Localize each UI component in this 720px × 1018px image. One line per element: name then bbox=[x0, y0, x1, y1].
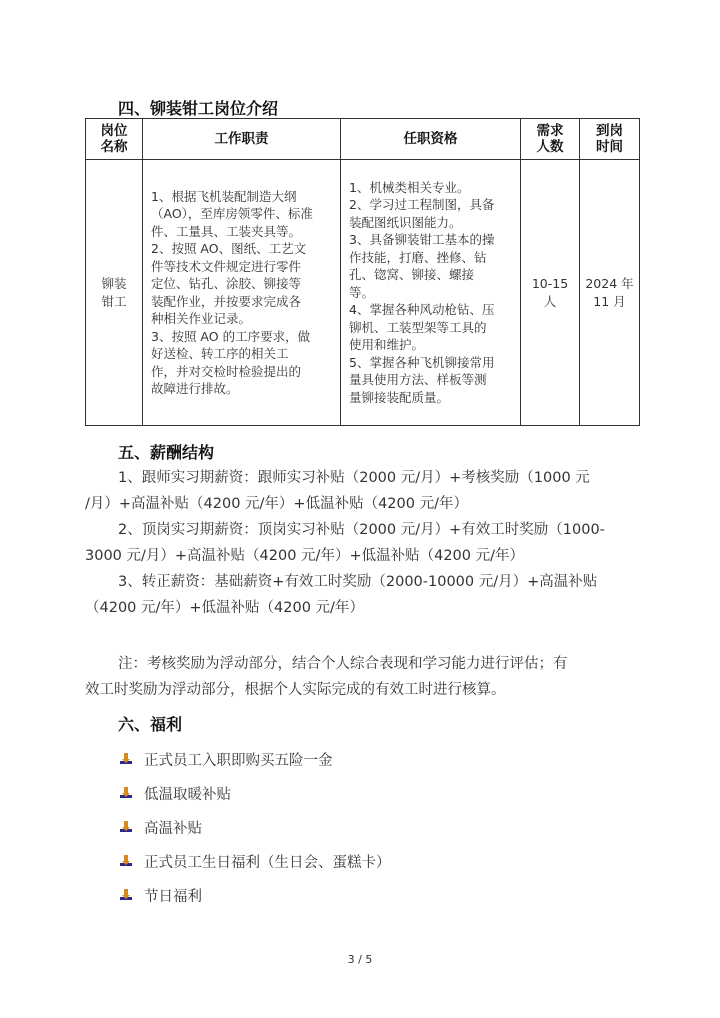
list-item bbox=[118, 742, 391, 776]
qualifications-line: 量铆接装配质量。 bbox=[349, 389, 450, 405]
arrow-bullet-icon bbox=[118, 785, 134, 801]
arrow-bullet-icon bbox=[118, 887, 134, 903]
qualifications-line: 1、机械类相关专业。 bbox=[349, 179, 470, 195]
duties-line: 3、按照 AO 的工序要求，做 bbox=[151, 328, 311, 344]
cell-demand-line2: 人 bbox=[543, 293, 557, 309]
benefits-list bbox=[118, 742, 391, 912]
page-number: 3 / 5 bbox=[347, 953, 373, 966]
salary-item-2-line2: 3000 元/月）+高温补贴（4200 元/年）+低温补贴（4200 元/年） bbox=[85, 548, 524, 564]
section-4-heading: 四、铆装钳工岗位介绍 bbox=[118, 99, 279, 118]
job-table bbox=[85, 118, 640, 426]
list-item bbox=[118, 810, 391, 844]
header-position bbox=[86, 119, 143, 160]
header-qualifications: 任职资格 bbox=[341, 119, 521, 160]
qualifications-list bbox=[341, 179, 520, 407]
header-position-line2: 名称 bbox=[100, 139, 128, 155]
cell-arrival-line2: 11 月 bbox=[593, 293, 626, 309]
benefit-label: 低温取暖补贴 bbox=[144, 786, 231, 803]
arrow-bullet-icon bbox=[118, 853, 134, 869]
cell-demand-line1: 10-15 bbox=[531, 276, 569, 291]
header-position-line1: 岗位 bbox=[100, 123, 128, 139]
salary-item-1-line2: /月）+高温补贴（4200 元/年）+低温补贴（4200 元/年） bbox=[85, 496, 468, 512]
benefit-label: 高温补贴 bbox=[144, 820, 202, 837]
cell-duties bbox=[143, 160, 341, 426]
qualifications-line: 3、具备铆装钳工基本的操 bbox=[349, 232, 495, 248]
qualifications-line: 量具使用方法、样板等测 bbox=[349, 372, 487, 388]
header-duties: 工作职责 bbox=[143, 119, 341, 160]
list-item bbox=[118, 844, 391, 878]
salary-note-line1: 注：考核奖励为浮动部分，结合个人综合表现和学习能力进行评估；有 bbox=[118, 656, 568, 672]
section-6-heading: 六、福利 bbox=[118, 715, 183, 734]
qualifications-line: 使用和维护。 bbox=[349, 337, 425, 353]
qualifications-line: 孔、锪窝、铆接、螺接 bbox=[349, 267, 475, 283]
qualifications-line: 作技能，打磨、挫修、钻 bbox=[349, 249, 487, 265]
cell-demand bbox=[521, 160, 580, 426]
arrow-bullet-icon bbox=[118, 819, 134, 835]
cell-position-line1: 铆装 bbox=[101, 276, 127, 291]
header-demand bbox=[521, 119, 580, 160]
duties-line: 1、根据飞机装配制造大纲 bbox=[151, 188, 297, 204]
duties-line: 故障进行排故。 bbox=[151, 381, 239, 396]
duties-line: 种相关作业记录。 bbox=[151, 311, 252, 326]
benefit-label: 节日福利 bbox=[144, 888, 202, 905]
duties-line: 定位、钻孔、涂胶、铆接等 bbox=[151, 276, 302, 291]
cell-arrival bbox=[580, 160, 640, 426]
list-item bbox=[118, 776, 391, 810]
duties-line: 件、工量具、工装夹具等。 bbox=[151, 223, 302, 239]
header-arrival-line1: 到岗 bbox=[596, 123, 623, 139]
section-5-heading: 五、薪酬结构 bbox=[118, 443, 215, 462]
benefit-label: 正式员工入职即购买五险一金 bbox=[144, 752, 333, 769]
salary-item-2-line1: 2、顶岗实习期薪资：顶岗实习补贴（2000 元/月）+有效工时奖励（1000- bbox=[118, 522, 605, 538]
qualifications-line: 2、学习过工程制图，具备 bbox=[349, 197, 495, 213]
salary-note-line2: 效工时奖励为浮动部分，根据个人实际完成的有效工时进行核算。 bbox=[85, 682, 506, 698]
duties-line: 作，并对交检时检验提出的 bbox=[151, 363, 302, 379]
duties-line: 件等技术文件规定进行零件 bbox=[151, 258, 302, 274]
table-header-row bbox=[86, 119, 640, 160]
cell-qualifications bbox=[341, 160, 521, 426]
header-arrival bbox=[580, 119, 640, 160]
cell-position bbox=[86, 160, 143, 426]
benefit-label: 正式员工生日福利（生日会、蛋糕卡） bbox=[144, 854, 391, 871]
header-arrival-line2: 时间 bbox=[596, 139, 623, 155]
arrow-bullet-icon bbox=[118, 751, 134, 767]
cell-position-line2: 钳工 bbox=[101, 293, 127, 309]
cell-arrival-line1: 2024 年 bbox=[585, 276, 634, 291]
header-demand-line2: 人数 bbox=[536, 139, 564, 155]
salary-item-1-line1: 1、跟师实习期薪资：跟师实习补贴（2000 元/月）+考核奖励（1000 元 bbox=[118, 470, 590, 486]
qualifications-line: 4、掌握各种风动枪钻、压 bbox=[349, 302, 495, 318]
duties-line: （AO），至库房领零件、标准 bbox=[151, 206, 313, 221]
salary-item-3-line1: 3、转正薪资：基础薪资+有效工时奖励（2000-10000 元/月）+高温补贴 bbox=[118, 574, 598, 590]
qualifications-line: 装配图纸识图能力。 bbox=[349, 214, 462, 230]
qualifications-line: 5、掌握各种飞机铆接常用 bbox=[349, 354, 495, 370]
duties-line: 好送检、转工序的相关工 bbox=[151, 346, 289, 361]
header-demand-line1: 需求 bbox=[536, 123, 564, 139]
duties-list bbox=[143, 188, 340, 398]
qualifications-line: 等。 bbox=[349, 284, 375, 300]
table-row bbox=[86, 160, 640, 426]
duties-line: 装配作业，并按要求完成各 bbox=[151, 293, 302, 309]
qualifications-line: 铆机、工装型架等工具的 bbox=[349, 319, 487, 335]
duties-line: 2、按照 AO、图纸、工艺文 bbox=[151, 241, 307, 256]
salary-item-3-line2: （4200 元/年）+低温补贴（4200 元/年） bbox=[85, 600, 364, 616]
list-item bbox=[118, 878, 391, 912]
